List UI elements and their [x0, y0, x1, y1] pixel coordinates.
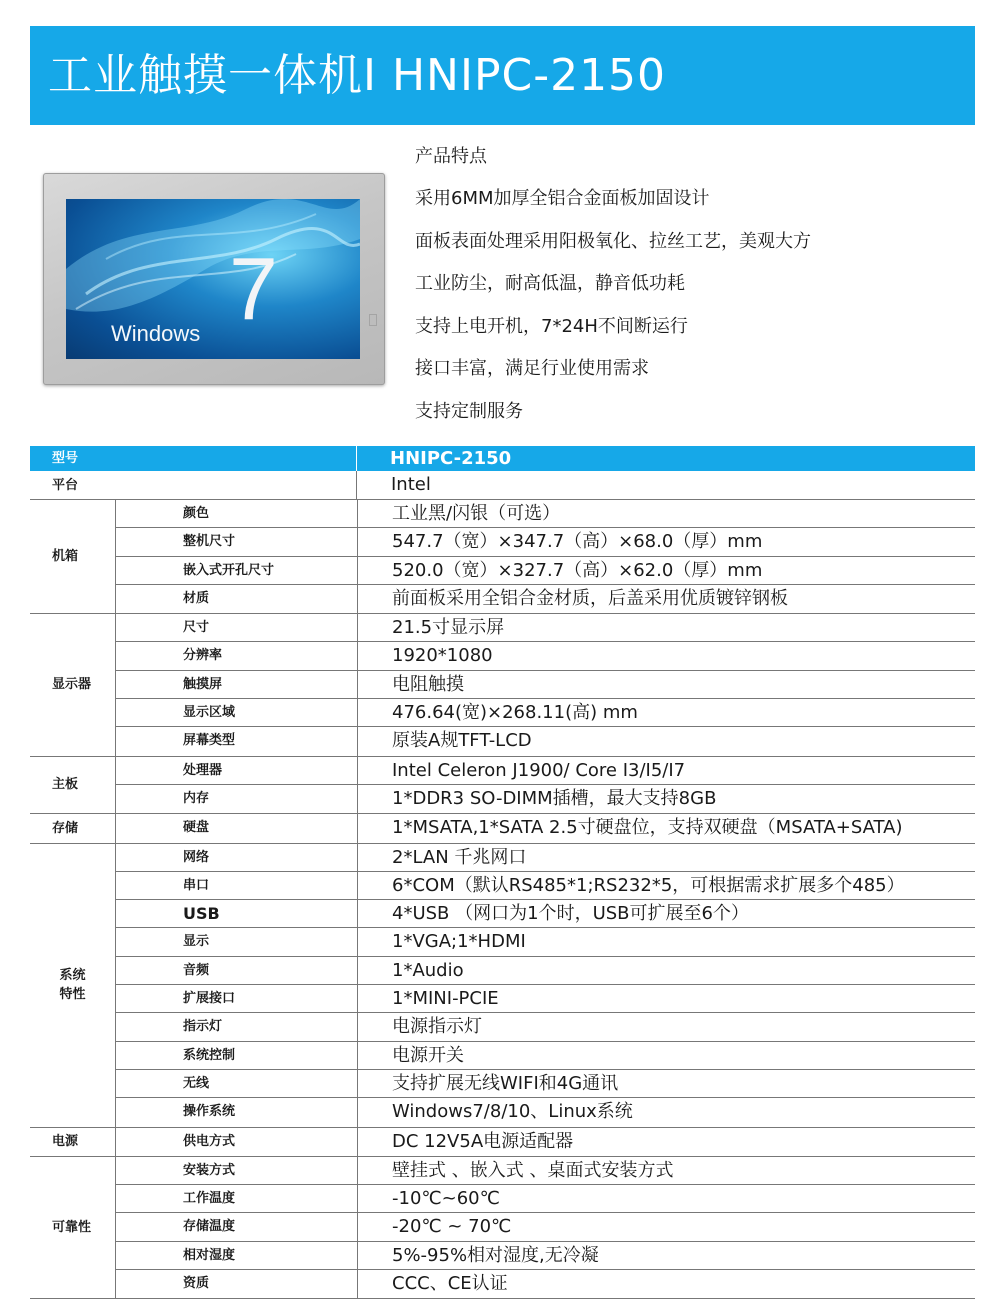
- column-divider: [357, 1070, 358, 1097]
- spec-row: [116, 928, 975, 956]
- spec-row-label: 分辨率: [183, 648, 223, 664]
- spec-row: [116, 1157, 975, 1185]
- spec-row: [116, 1213, 975, 1241]
- spec-row: [116, 1098, 975, 1126]
- column-divider: [357, 1185, 358, 1212]
- spec-row: [116, 985, 975, 1013]
- column-divider: [357, 500, 358, 527]
- spec-row: [116, 614, 975, 642]
- platform-value: Intel: [391, 474, 431, 495]
- column-divider: [356, 446, 357, 471]
- column-divider: [357, 671, 358, 698]
- spec-row-value: 工业黑/闪银（可选）: [392, 503, 561, 524]
- spec-row-label: 处理器: [183, 762, 223, 778]
- feature-item: 工业防尘，耐高低温，静音低功耗: [415, 273, 685, 295]
- column-divider: [357, 785, 358, 813]
- spec-row-value: 电源指示灯: [392, 1016, 482, 1038]
- spec-row-label: 安装方式: [183, 1162, 236, 1178]
- column-divider: [357, 1270, 358, 1298]
- spec-row-value: CCC、CE认证: [392, 1273, 508, 1295]
- spec-row-label: 屏幕类型: [183, 733, 236, 749]
- product-screen: [66, 199, 360, 359]
- column-divider: [357, 928, 358, 955]
- feature-item: 面板表面处理采用阳极氧化、拉丝工艺，美观大方: [415, 230, 811, 252]
- column-divider: [357, 528, 358, 555]
- spec-row: [116, 1042, 975, 1070]
- column-divider: [357, 757, 358, 784]
- feature-item: 接口丰富，满足行业使用需求: [415, 358, 649, 380]
- spec-group-rows: [115, 844, 975, 1127]
- spec-row-label: 操作系统: [183, 1104, 236, 1120]
- windows-wordmark: Windows: [111, 321, 201, 346]
- power-led-icon: [369, 314, 377, 326]
- spec-row-value: 1*DDR3 SO-DIMM插槽，最大支持8GB: [392, 787, 717, 809]
- spec-row-value: 21.5寸显示屏: [392, 617, 505, 639]
- spec-row: [116, 528, 975, 556]
- spec-row-value: 1*Audio: [392, 959, 464, 981]
- spec-group-rows: [115, 500, 975, 613]
- spec-row: [116, 1013, 975, 1041]
- spec-row-value: 1*MINI-PCIE: [392, 988, 499, 1010]
- title-banner: [30, 26, 975, 125]
- spec-row-value: 5%-95%相对湿度,无冷凝: [392, 1244, 599, 1266]
- column-divider: [357, 844, 358, 871]
- spec-row: [116, 1242, 975, 1270]
- column-divider: [357, 642, 358, 669]
- column-divider: [357, 1157, 358, 1184]
- feature-heading: 产品特点: [415, 146, 487, 167]
- column-divider: [357, 957, 358, 984]
- spec-row-label: 串口: [183, 877, 210, 893]
- spec-row-label: 相对湿度: [183, 1247, 236, 1263]
- spec-row-label: 供电方式: [183, 1133, 236, 1149]
- feature-item: 支持上电开机，7*24H不间断运行: [415, 315, 688, 337]
- product-image: [43, 173, 385, 385]
- column-divider: [357, 614, 358, 641]
- spec-group-rows: [115, 814, 975, 842]
- spec-row-label: 工作温度: [183, 1191, 236, 1207]
- spec-group-rows: [115, 1157, 975, 1298]
- spec-row-value: 1*MSATA,1*SATA 2.5寸硬盘位，支持双硬盘（MSATA+SATA): [392, 817, 903, 839]
- spec-row-label: 网络: [183, 849, 210, 865]
- spec-row: [116, 671, 975, 699]
- spec-row-label: 颜色: [183, 506, 210, 521]
- spec-row-value: 1*VGA;1*HDMI: [392, 931, 526, 953]
- spec-row: [116, 1128, 975, 1156]
- spec-row-value: Windows7/8/10、Linux系统: [392, 1101, 633, 1123]
- spec-row: [116, 1185, 975, 1213]
- column-divider: [357, 1242, 358, 1269]
- spec-row-value: 前面板采用全铝合金材质，后盖采用优质镀锌钢板: [392, 587, 788, 609]
- column-divider: [357, 727, 358, 755]
- spec-row-label: 显示区域: [183, 705, 236, 721]
- spec-group: [30, 1157, 975, 1299]
- spec-row-label: 扩展接口: [183, 991, 236, 1007]
- column-divider: [357, 900, 358, 927]
- spec-row: [116, 814, 975, 842]
- feature-list: [415, 145, 975, 443]
- page-title: 工业触摸一体机I HNIPC-2150: [48, 50, 667, 101]
- spec-row-value: 支持扩展无线WIFI和4G通讯: [392, 1072, 619, 1094]
- spec-row-value: DC 12V5A电源适配器: [392, 1130, 574, 1152]
- spec-group: [30, 1128, 975, 1157]
- spec-group: [30, 500, 975, 614]
- spec-group-rows: [115, 614, 975, 755]
- spec-row: [116, 585, 975, 613]
- platform-row: [30, 471, 975, 500]
- spec-group-rows: [115, 757, 975, 814]
- spec-group-label: 电源: [52, 1134, 79, 1150]
- column-divider: [357, 1213, 358, 1240]
- spec-row-label: 材质: [183, 590, 210, 606]
- platform-label: 平台: [52, 477, 79, 493]
- column-divider: [357, 557, 358, 584]
- column-divider: [357, 985, 358, 1012]
- spec-row: [116, 957, 975, 985]
- spec-row-label: 嵌入式开孔尺寸: [183, 562, 275, 578]
- column-divider: [357, 1013, 358, 1040]
- spec-group: [30, 814, 975, 843]
- spec-groups: [30, 500, 975, 1299]
- column-divider: [357, 872, 358, 899]
- column-divider: [357, 1098, 358, 1126]
- spec-row-value: 547.7（宽）×347.7（高）×68.0（厚）mm: [392, 531, 763, 553]
- spec-row-label: 无线: [183, 1075, 210, 1091]
- spec-row-label: 尺寸: [183, 620, 210, 636]
- spec-group-rows: [115, 1128, 975, 1156]
- spec-group-label: 系统 特性: [59, 968, 86, 1003]
- spec-group: [30, 844, 975, 1128]
- spec-row-value: Intel Celeron J1900/ Core I3/I5/I7: [392, 759, 686, 781]
- spec-row-value: 电阻触摸: [392, 673, 464, 695]
- spec-row: [116, 1270, 975, 1298]
- spec-row-value: 原装A规TFT-LCD: [392, 730, 532, 752]
- spec-group-label: 显示器: [52, 677, 92, 693]
- spec-row-label: 音频: [183, 962, 210, 978]
- spec-row: [116, 727, 975, 755]
- spec-table: [30, 446, 975, 1299]
- column-divider: [357, 1128, 358, 1156]
- spec-row-value: 2*LAN 千兆网口: [392, 846, 527, 868]
- spec-row-value: 1920*1080: [392, 645, 493, 667]
- spec-row: [116, 872, 975, 900]
- spec-row-label: 存储温度: [183, 1219, 236, 1235]
- spec-row-label: 硬盘: [183, 820, 210, 836]
- spec-row-value: -10℃~60℃: [392, 1188, 500, 1210]
- column-divider: [357, 1042, 358, 1069]
- spec-row: [116, 500, 975, 528]
- spec-row-label: 指示灯: [183, 1019, 223, 1035]
- spec-table-header: [30, 446, 975, 471]
- model-value: HNIPC-2150: [390, 448, 512, 469]
- column-divider: [357, 814, 358, 842]
- feature-item: 采用6MM加厚全铝合金面板加固设计: [415, 188, 710, 209]
- spec-group-label: 可靠性: [52, 1220, 92, 1236]
- spec-row-value: 4*USB （网口为1个时，USB可扩展至6个）: [392, 903, 749, 925]
- column-divider: [356, 471, 357, 499]
- windows-7-logo: 7: [229, 239, 278, 338]
- spec-row-value: 520.0（宽）×327.7（高）×62.0（厚）mm: [392, 559, 763, 581]
- spec-row-value: 电源开关: [392, 1044, 464, 1066]
- spec-row: [116, 785, 975, 813]
- spec-group-label: 机箱: [52, 549, 79, 565]
- spec-row: [116, 1070, 975, 1098]
- spec-group-label: 存储: [52, 820, 79, 836]
- spec-row: [116, 557, 975, 585]
- spec-row-label: 触摸屏: [183, 676, 223, 692]
- spec-row-label: 资质: [183, 1276, 210, 1292]
- spec-group-label: 主板: [52, 777, 79, 793]
- spec-row: [116, 900, 975, 928]
- spec-row-label: 系统控制: [183, 1047, 236, 1063]
- spec-row: [116, 699, 975, 727]
- spec-row: [116, 757, 975, 785]
- spec-row-value: 6*COM（默认RS485*1;RS232*5，可根据需求扩展多个485）: [392, 874, 905, 896]
- spec-group: [30, 614, 975, 756]
- spec-row: [116, 844, 975, 872]
- column-divider: [357, 585, 358, 613]
- spec-row-label: 内存: [183, 790, 210, 806]
- spec-row-label: 整机尺寸: [183, 534, 236, 550]
- feature-item: 支持定制服务: [415, 400, 523, 422]
- spec-row-value: 476.64(宽)×268.11(高) mm: [392, 702, 638, 724]
- spec-row-label: USB: [183, 904, 220, 924]
- column-divider: [357, 699, 358, 726]
- spec-row-label: 显示: [183, 934, 210, 950]
- model-label: 型号: [52, 451, 79, 466]
- spec-row-value: -20℃ ~ 70℃: [392, 1216, 512, 1238]
- spec-row: [116, 642, 975, 670]
- spec-group: [30, 757, 975, 815]
- spec-row-value: 壁挂式 、嵌入式 、桌面式安装方式: [392, 1159, 674, 1181]
